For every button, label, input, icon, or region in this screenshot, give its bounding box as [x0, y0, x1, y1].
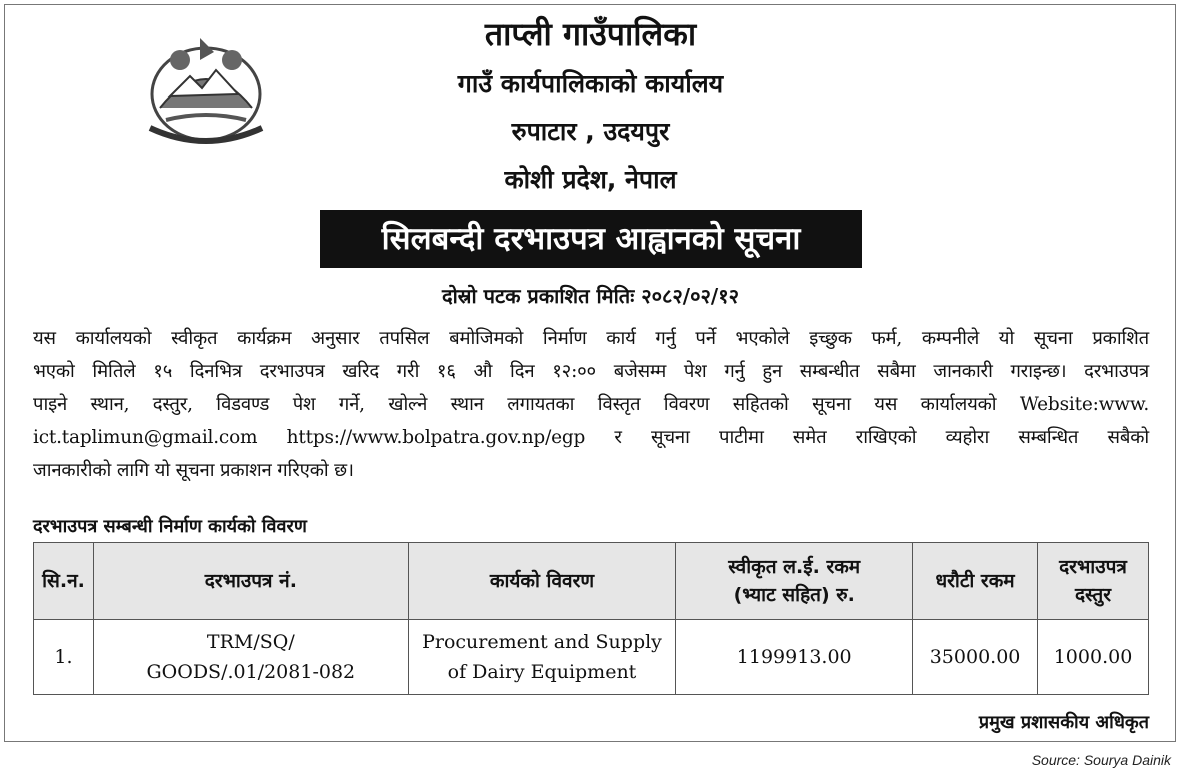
- bid-no-line: TRM/SQ/: [206, 631, 295, 653]
- column-header-sn: सि.न.: [34, 543, 94, 620]
- table-heading: दरभाउपत्र सम्बन्धी निर्माण कार्यको विवरण: [33, 516, 307, 537]
- table-header-row: [34, 543, 1149, 620]
- source-credit: Source: Sourya Dainik: [1031, 752, 1171, 768]
- column-header-fee: दरभाउपत्र दस्तुर: [1038, 543, 1149, 620]
- office-name: गाउँ कार्यपालिकाको कार्यालय: [457, 69, 724, 98]
- description-line: Procurement and Supply: [422, 631, 662, 653]
- table-row: [34, 620, 1149, 695]
- column-header-deposit: धरौटी रकम: [913, 543, 1038, 620]
- column-header-bid-no: दरभाउपत्र नं.: [93, 543, 408, 620]
- cell-deposit: 35000.00: [913, 620, 1038, 695]
- notice-body-line: भएको मितिले १५ दिनभित्र दरभाउपत्र खरिद गरी १६ औ दिन १२:०० बजेसम्म पेश गर्नु हुन सम्बन्धीत सबैमा जानकारी गराइन्छ। दरभाउपत्र: [33, 361, 1149, 382]
- cell-fee: 1000.00: [1038, 620, 1149, 695]
- notice-body-line: यस कार्यालयको स्वीकृत कार्यक्रम अनुसार तपसिल बमोजिमको निर्माण कार्य गर्नु पर्ने भएकोले इच्छुक फर्म, कम्पनीले यो सूचना प्रकाशित: [33, 328, 1149, 349]
- bid-details-table: [33, 542, 1149, 695]
- notice-body-line: ict.taplimun@gmail.com https://www.bolpatra.gov.np/egp र सूचना पाटीमा समेत राखिएको व्यहोरा सम्बन्धित सबैको: [33, 427, 1149, 448]
- notice-body: [33, 322, 1149, 487]
- published-date: दोस्रो पटक प्रकाशित मितिः २०८२/०२/१२: [441, 284, 740, 308]
- cell-estimate: 1199913.00: [676, 620, 913, 695]
- notice-body-line: जानकारीको लागि यो सूचना प्रकाशन गरिएको छ।: [33, 460, 354, 481]
- cell-sn: 1.: [34, 620, 94, 695]
- province-country: कोशी प्रदेश, नेपाल: [504, 165, 677, 194]
- municipality-name: ताप्ली गाउँपालिका: [484, 15, 697, 53]
- description-line: of Dairy Equipment: [447, 661, 637, 683]
- column-header-description: कार्यको विवरण: [408, 543, 676, 620]
- cell-description: [408, 620, 676, 695]
- signatory-title: प्रमुख प्रशासकीय अधिकृत: [978, 712, 1149, 733]
- notice-body-line: पाइने स्थान, दस्तुर, विडवण्ड पेश गर्ने, खोल्ने स्थान लगायतका विस्तृत विवरण सहितको सूचना यस कार्यालयको Website:www.: [33, 394, 1149, 415]
- office-address: रुपाटार , उदयपुर: [511, 117, 670, 146]
- notice-title-banner: सिलबन्दी दरभाउपत्र आह्वानको सूचना: [320, 210, 862, 268]
- column-header-estimate: स्वीकृत ल.ई. रकम (भ्याट सहित) रु.: [676, 543, 913, 620]
- cell-bid-no: [93, 620, 408, 695]
- bid-no-line: GOODS/.01/2081-082: [146, 661, 356, 683]
